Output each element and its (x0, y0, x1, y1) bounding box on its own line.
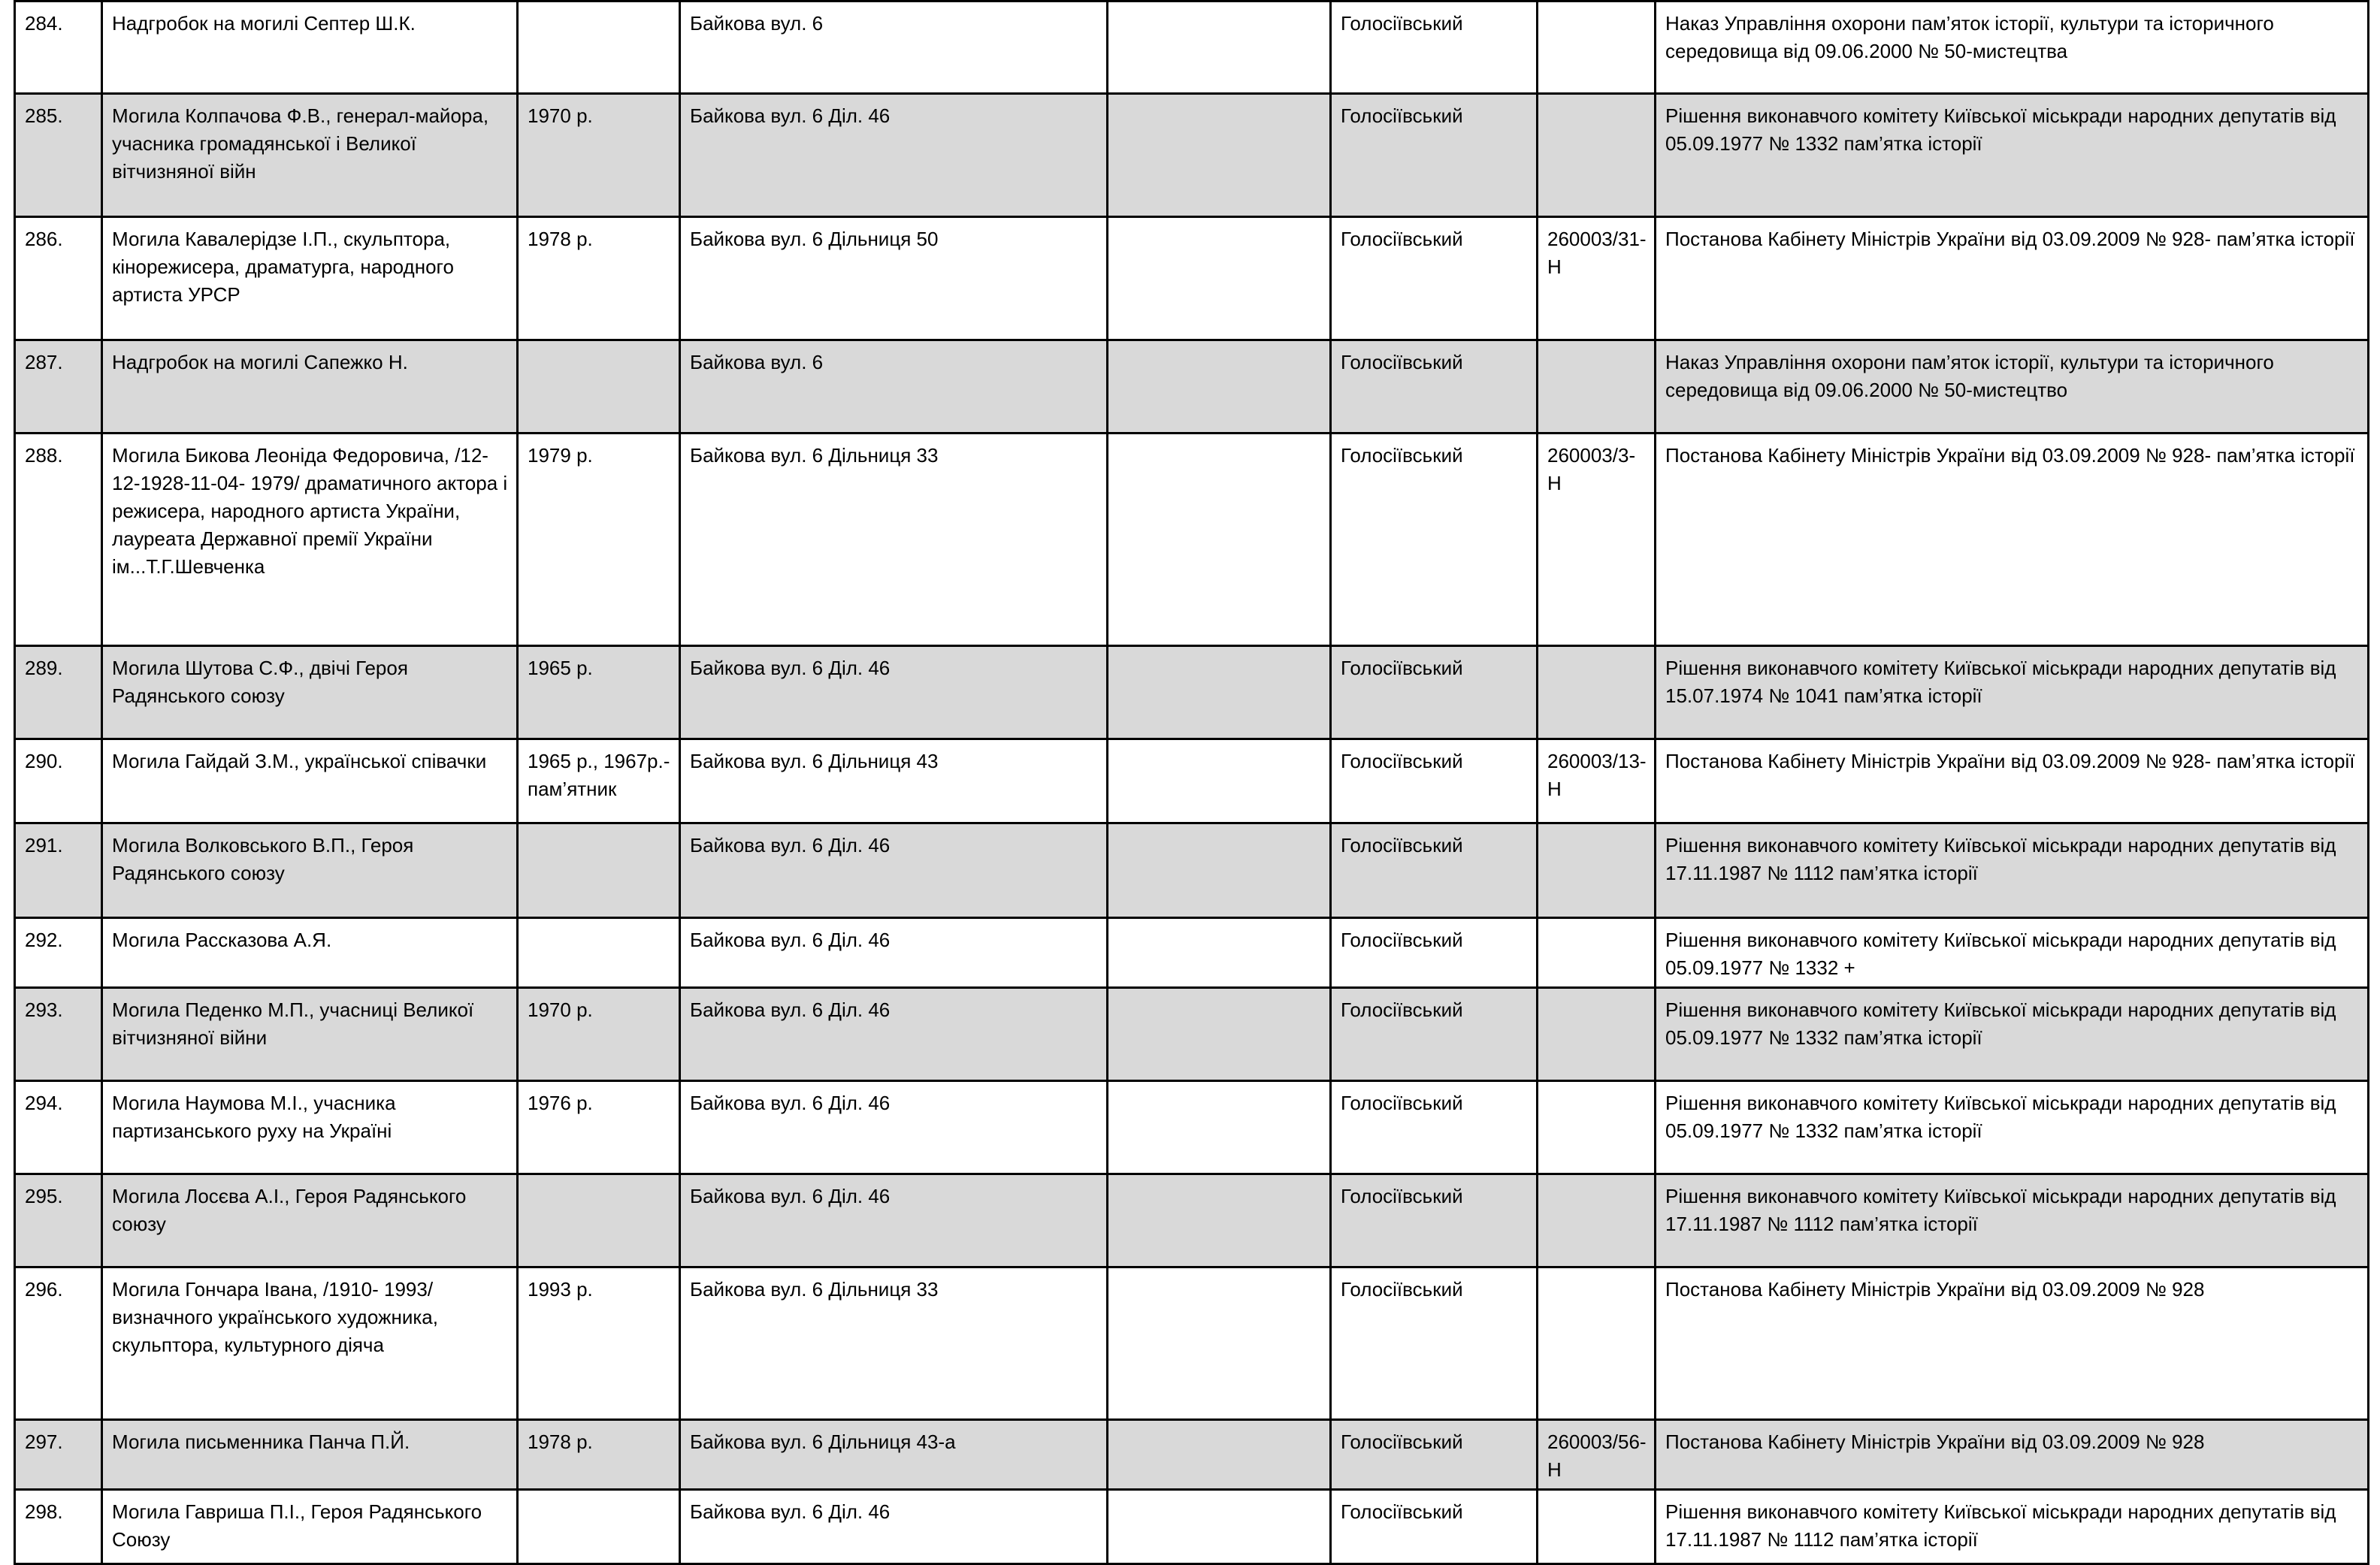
protection-code-cell (1538, 94, 1656, 217)
row-number-cell: 297. (15, 1420, 102, 1490)
protection-code-cell (1538, 1490, 1656, 1564)
empty-cell (1108, 2, 1331, 94)
table-row (15, 739, 2369, 823)
row-number-cell: 289. (15, 646, 102, 739)
empty-cell (1108, 94, 1331, 217)
district-cell: Голосіївський (1331, 1081, 1538, 1174)
empty-cell (1108, 1174, 1331, 1267)
district-cell: Голосіївський (1331, 988, 1538, 1081)
protection-code-cell: 260003/31-Н (1538, 217, 1656, 340)
table-row (15, 823, 2369, 918)
row-number-cell: 292. (15, 918, 102, 988)
row-number-cell: 287. (15, 340, 102, 434)
district-cell: Голосіївський (1331, 739, 1538, 823)
legal-document-cell: Рішення виконавчого комітету Київської міськради народних депутатів від 17.11.1987 № 1112 пам’ятка історії (1656, 1174, 2369, 1267)
legal-document-cell: Наказ Управління охорони пам’яток історії, культури та історичного середовища від 09.06.2000 № 50-мистецтва (1656, 2, 2369, 94)
protection-code-cell: 260003/13-Н (1538, 739, 1656, 823)
legal-document-cell: Рішення виконавчого комітету Київської міськради народних депутатів від 05.09.1977 № 1332 пам’ятка історії (1656, 94, 2369, 217)
object-name-cell: Могила Педенко М.П., учасниці Великої вітчизняної війни (102, 988, 518, 1081)
row-number-cell: 295. (15, 1174, 102, 1267)
row-number-cell: 285. (15, 94, 102, 217)
legal-document-cell: Рішення виконавчого комітету Київської міськради народних депутатів від 05.09.1977 № 1332 пам’ятка історії (1656, 1081, 2369, 1174)
monuments-register-table (14, 0, 2369, 1565)
table-row (15, 988, 2369, 1081)
object-name-cell: Могила Гайдай З.М., української співачки (102, 739, 518, 823)
table-row (15, 1490, 2369, 1564)
object-name-cell: Могила Гавриша П.І., Героя Радянського Союзу (102, 1490, 518, 1564)
protection-code-cell (1538, 2, 1656, 94)
protection-code-cell (1538, 646, 1656, 739)
table-row (15, 1174, 2369, 1267)
legal-document-cell: Рішення виконавчого комітету Київської міськради народних депутатів від 15.07.1974 № 1041 пам’ятка історії (1656, 646, 2369, 739)
address-cell: Байкова вул. 6 Діл. 46 (680, 988, 1108, 1081)
object-name-cell: Могила Наумова М.І., учасника партизанського руху на Україні (102, 1081, 518, 1174)
protection-code-cell (1538, 340, 1656, 434)
address-cell: Байкова вул. 6 Діл. 46 (680, 1174, 1108, 1267)
row-number-cell: 284. (15, 2, 102, 94)
date-cell (518, 918, 680, 988)
date-cell: 1970 р. (518, 988, 680, 1081)
row-number-cell: 288. (15, 434, 102, 646)
row-number-cell: 286. (15, 217, 102, 340)
district-cell: Голосіївський (1331, 1420, 1538, 1490)
row-number-cell: 293. (15, 988, 102, 1081)
date-cell: 1970 р. (518, 94, 680, 217)
district-cell: Голосіївський (1331, 1490, 1538, 1564)
empty-cell (1108, 217, 1331, 340)
table-row (15, 94, 2369, 217)
date-cell: 1993 р. (518, 1267, 680, 1420)
address-cell: Байкова вул. 6 (680, 2, 1108, 94)
date-cell: 1978 р. (518, 217, 680, 340)
legal-document-cell: Постанова Кабінету Міністрів України від 03.09.2009 № 928- пам’ятка історії (1656, 217, 2369, 340)
row-number-cell: 294. (15, 1081, 102, 1174)
address-cell: Байкова вул. 6 Діл. 46 (680, 1081, 1108, 1174)
empty-cell (1108, 340, 1331, 434)
date-cell (518, 340, 680, 434)
protection-code-cell (1538, 1081, 1656, 1174)
empty-cell (1108, 1081, 1331, 1174)
address-cell: Байкова вул. 6 Дільниця 33 (680, 1267, 1108, 1420)
date-cell: 1976 р. (518, 1081, 680, 1174)
object-name-cell: Могила Шутова С.Ф., двічі Героя Радянського союзу (102, 646, 518, 739)
object-name-cell: Могила Гончара Івана, /1910- 1993/ визначного українського художника, скульптора, культурного діяча (102, 1267, 518, 1420)
address-cell: Байкова вул. 6 (680, 340, 1108, 434)
address-cell: Байкова вул. 6 Діл. 46 (680, 1490, 1108, 1564)
empty-cell (1108, 1267, 1331, 1420)
district-cell: Голосіївський (1331, 434, 1538, 646)
row-number-cell: 290. (15, 739, 102, 823)
address-cell: Байкова вул. 6 Діл. 46 (680, 918, 1108, 988)
table-row (15, 434, 2369, 646)
empty-cell (1108, 988, 1331, 1081)
date-cell: 1979 р. (518, 434, 680, 646)
date-cell (518, 823, 680, 918)
protection-code-cell (1538, 918, 1656, 988)
legal-document-cell: Постанова Кабінету Міністрів України від 03.09.2009 № 928- пам’ятка історії (1656, 434, 2369, 646)
legal-document-cell: Рішення виконавчого комітету Київської міськради народних депутатів від 05.09.1977 № 1332 + (1656, 918, 2369, 988)
district-cell: Голосіївський (1331, 1174, 1538, 1267)
district-cell: Голосіївський (1331, 918, 1538, 988)
address-cell: Байкова вул. 6 Дільниця 50 (680, 217, 1108, 340)
district-cell: Голосіївський (1331, 646, 1538, 739)
address-cell: Байкова вул. 6 Діл. 46 (680, 823, 1108, 918)
object-name-cell: Надгробок на могилі Септер Ш.К. (102, 2, 518, 94)
empty-cell (1108, 823, 1331, 918)
object-name-cell: Могила письменника Панча П.Й. (102, 1420, 518, 1490)
object-name-cell: Могила Волковського В.П., Героя Радянського союзу (102, 823, 518, 918)
protection-code-cell (1538, 988, 1656, 1081)
empty-cell (1108, 434, 1331, 646)
protection-code-cell (1538, 1174, 1656, 1267)
protection-code-cell: 260003/56- Н (1538, 1420, 1656, 1490)
address-cell: Байкова вул. 6 Діл. 46 (680, 646, 1108, 739)
district-cell: Голосіївський (1331, 94, 1538, 217)
date-cell: 1965 р., 1967р.- пам’ятник (518, 739, 680, 823)
empty-cell (1108, 1490, 1331, 1564)
object-name-cell: Могила Лосєва А.І., Героя Радянського союзу (102, 1174, 518, 1267)
district-cell: Голосіївський (1331, 340, 1538, 434)
address-cell: Байкова вул. 6 Дільниця 43-а (680, 1420, 1108, 1490)
date-cell (518, 1490, 680, 1564)
table-row (15, 646, 2369, 739)
empty-cell (1108, 1420, 1331, 1490)
district-cell: Голосіївський (1331, 823, 1538, 918)
protection-code-cell: 260003/3-Н (1538, 434, 1656, 646)
legal-document-cell: Постанова Кабінету Міністрів України від 03.09.2009 № 928 (1656, 1267, 2369, 1420)
table-row (15, 1420, 2369, 1490)
date-cell: 1965 р. (518, 646, 680, 739)
district-cell: Голосіївський (1331, 2, 1538, 94)
date-cell (518, 2, 680, 94)
date-cell (518, 1174, 680, 1267)
date-cell: 1978 р. (518, 1420, 680, 1490)
object-name-cell: Могила Бикова Леоніда Федоровича, /12-12-1928-11-04- 1979/ драматичного актора і режисера, народного артиста України, лауреата Державної премії України ім...Т.Г.Шевченка (102, 434, 518, 646)
object-name-cell: Могила Колпачова Ф.В., генерал-майора, учасника громадянської і Великої вітчизняної війн (102, 94, 518, 217)
district-cell: Голосіївський (1331, 1267, 1538, 1420)
address-cell: Байкова вул. 6 Дільниця 33 (680, 434, 1108, 646)
object-name-cell: Могила Кавалерідзе І.П., скульптора, кінорежисера, драматурга, народного артиста УРСР (102, 217, 518, 340)
address-cell: Байкова вул. 6 Діл. 46 (680, 94, 1108, 217)
district-cell: Голосіївський (1331, 217, 1538, 340)
empty-cell (1108, 739, 1331, 823)
protection-code-cell (1538, 1267, 1656, 1420)
table-row (15, 918, 2369, 988)
empty-cell (1108, 646, 1331, 739)
object-name-cell: Надгробок на могилі Сапежко Н. (102, 340, 518, 434)
empty-cell (1108, 918, 1331, 988)
legal-document-cell: Наказ Управління охорони пам’яток історії, культури та історичного середовища від 09.06.2000 № 50-мистецтво (1656, 340, 2369, 434)
row-number-cell: 291. (15, 823, 102, 918)
legal-document-cell: Рішення виконавчого комітету Київської міськради народних депутатів від 17.11.1987 № 1112 пам’ятка історії (1656, 823, 2369, 918)
table-row (15, 217, 2369, 340)
legal-document-cell: Рішення виконавчого комітету Київської міськради народних депутатів від 05.09.1977 № 1332 пам’ятка історії (1656, 988, 2369, 1081)
legal-document-cell: Рішення виконавчого комітету Київської міськради народних депутатів від 17.11.1987 № 1112 пам’ятка історії (1656, 1490, 2369, 1564)
table-row (15, 2, 2369, 94)
protection-code-cell (1538, 823, 1656, 918)
row-number-cell: 298. (15, 1490, 102, 1564)
row-number-cell: 296. (15, 1267, 102, 1420)
object-name-cell: Могила Рассказова А.Я. (102, 918, 518, 988)
legal-document-cell: Постанова Кабінету Міністрів України від 03.09.2009 № 928 (1656, 1420, 2369, 1490)
table-row (15, 1081, 2369, 1174)
legal-document-cell: Постанова Кабінету Міністрів України від 03.09.2009 № 928- пам’ятка історії (1656, 739, 2369, 823)
table-row (15, 1267, 2369, 1420)
table-row (15, 340, 2369, 434)
address-cell: Байкова вул. 6 Дільниця 43 (680, 739, 1108, 823)
